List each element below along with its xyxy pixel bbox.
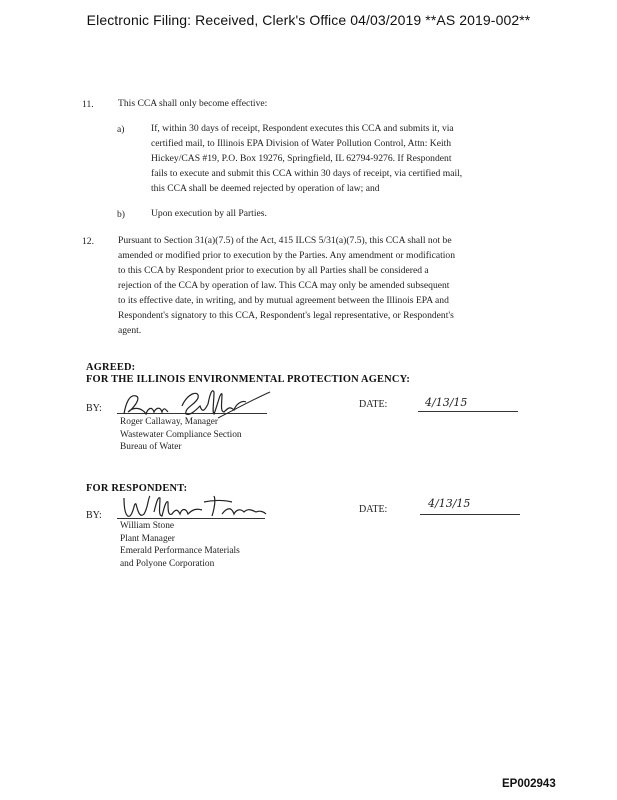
respondent-heading: FOR RESPONDENT: (86, 483, 188, 494)
section-12-line: to this CCA by Respondent prior to execution by all Parties shall be considered a (118, 265, 429, 276)
respondent-by-label: BY: (86, 510, 102, 521)
item-a-line: fails to execute and submit this CCA within 30 days of receipt, via certified mail, (151, 168, 463, 179)
respondent-date-line (420, 514, 520, 515)
section-11-lead: This CCA shall only become effective: (118, 98, 268, 109)
respondent-date-value: 4/13/15 (428, 497, 471, 510)
agency-date-value: 4/13/15 (425, 396, 468, 409)
item-a-line: If, within 30 days of receipt, Respondent executes this CCA and submits it, via (151, 123, 454, 134)
item-b-text: Upon execution by all Parties. (151, 208, 267, 219)
section-11-number: 11. (82, 99, 94, 110)
respondent-signer-company: Emerald Performance Materials (120, 546, 240, 556)
agency-by-label: BY: (86, 403, 102, 414)
agency-date-label: DATE: (359, 399, 388, 410)
section-12-line: agent. (118, 325, 142, 336)
respondent-signer-block (120, 520, 240, 570)
section-12-line: amended or modified prior to execution by the Parties. Any amendment or modification (118, 250, 456, 261)
agency-signer-name: Roger Callaway, Manager (120, 417, 219, 427)
item-a-line: certified mail, to Illinois EPA Division of Water Pollution Control, Attn: Keith (151, 138, 452, 149)
agency-signer-bureau: Bureau of Water (120, 442, 182, 452)
section-12-text (118, 233, 548, 338)
respondent-signer-company-2: and Polyone Corporation (120, 558, 215, 569)
bates-number: EP002943 (502, 778, 556, 790)
section-12-number: 12. (82, 236, 94, 247)
section-12-line: rejection of the CCA by operation of law. This CCA may only be amended subsequent (118, 280, 450, 291)
item-a-line: Hickey/CAS #19, P.O. Box 19276, Springfield, IL 62794-9276. If Respondent (151, 153, 452, 164)
section-12-line: to its effective date, in writing, and by mutual agreement between the Illinois EPA and (118, 295, 449, 306)
item-b-label: b) (117, 209, 125, 220)
agency-heading: FOR THE ILLINOIS ENVIRONMENTAL PROTECTION AGENCY: (86, 374, 410, 385)
respondent-signer-title: Plant Manager (120, 533, 175, 544)
agency-signer-section: Wastewater Compliance Section (120, 429, 242, 440)
item-a-line: this CCA shall be deemed rejected by operation of law; and (151, 183, 380, 194)
respondent-date-label: DATE: (359, 504, 388, 515)
item-a-label: a) (117, 124, 125, 135)
section-12-line: Respondent's signatory to this CCA, Respondent's legal representative, or Respondent's (118, 310, 454, 321)
respondent-signer-name: William Stone (120, 521, 175, 531)
agency-date-line (418, 411, 518, 412)
item-a-text (151, 121, 551, 196)
section-12-line: Pursuant to Section 31(a)(7.5) of the Act, 415 ILCS 5/31(a)(7.5), this CCA shall not be (118, 235, 452, 246)
agency-signer-block (120, 416, 242, 454)
agreed-label: AGREED: (86, 362, 136, 373)
filing-header: Electronic Filing: Received, Clerk's Office 04/03/2019 **AS 2019-002** (86, 12, 531, 28)
